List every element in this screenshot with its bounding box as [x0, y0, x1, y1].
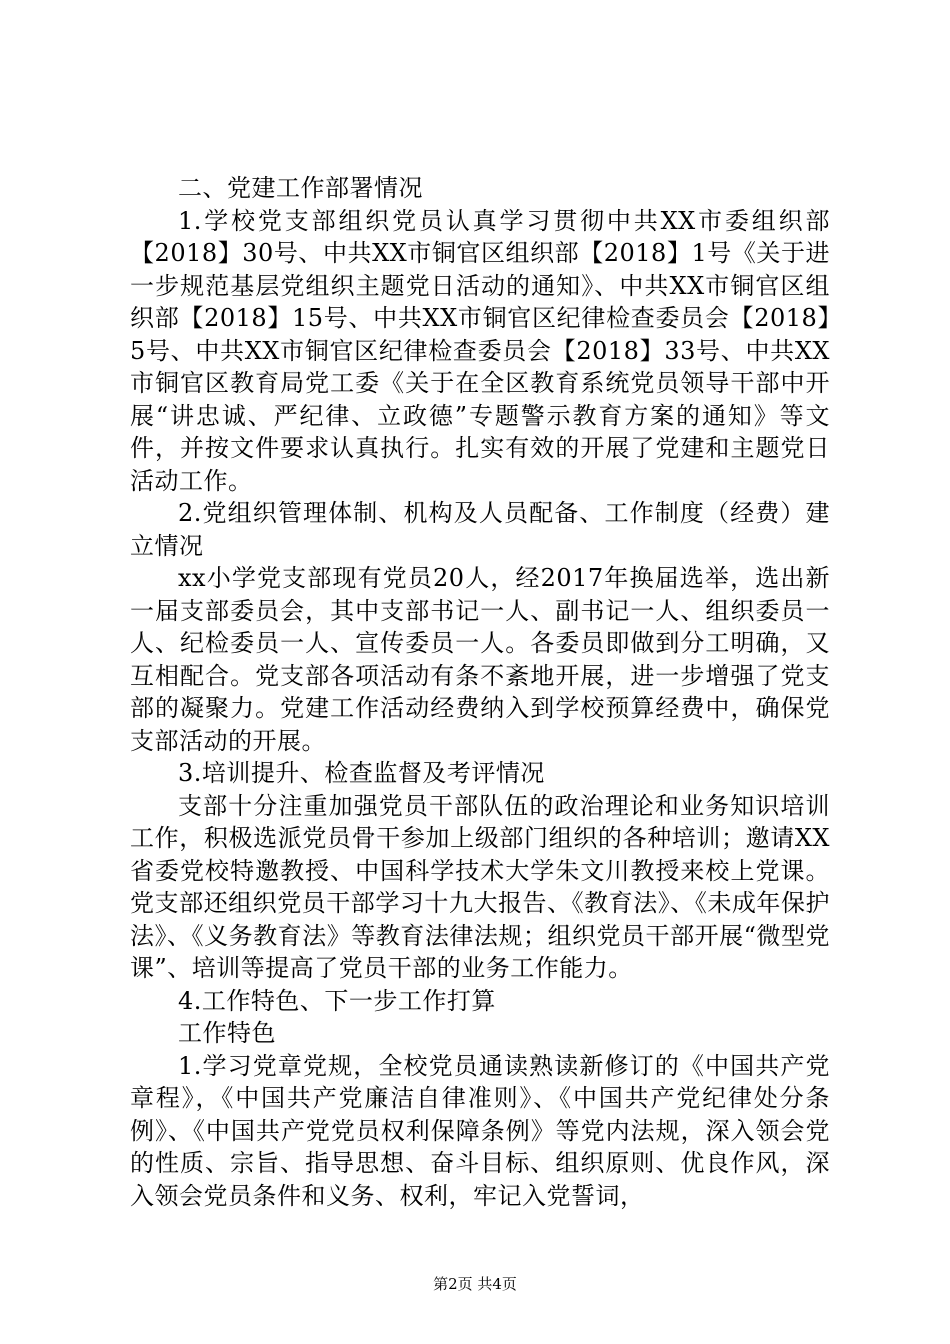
document-body	[130, 172, 830, 1212]
page-number-footer: 第2页 共4页	[433, 1275, 517, 1293]
section-heading-party-building: 二、党建工作部署情况	[178, 174, 423, 202]
paragraph-item-1-study: 1.学校党支部组织党员认真学习贯彻中共XX市委组织部【2018】30号、中共XX市铜官区组织部【2018】1号《关于进一步规范基层党组织主题党日活动的通知》、中共XX市铜官区组织部【2018】15号、中共XX市铜官区纪律检查委员会【2018】5号、中共XX市铜官区纪律检查委员会【2018】33号、中共XX市铜官区教育局党工委《关于在全区教育系统党员领导干部中开展“讲忠诚、严纪律、立政德”专题警示教育方案的通知》等文件，并按文件要求认真执行。扎实有效的开展了党建和主题党日活动工作。	[130, 206, 830, 495]
subheading-training: 3.培训提升、检查监督及考评情况	[178, 759, 545, 787]
subheading-features-label: 工作特色	[178, 1019, 276, 1047]
subheading-management-system: 2.党组织管理体制、机构及人员配备、工作制度（经费）建立情况	[130, 499, 830, 560]
paragraph-training: 支部十分注重加强党员干部队伍的政治理论和业务知识培训工作，积极选派党员骨干参加上级部门组织的各种培训；邀请XX省委党校特邀教授、中国科学技术大学朱文川教授来校上党课。党支部还组织党员干部学习十九大报告、《教育法》、《未成年保护法》、《义务教育法》等教育法律法规；组织党员干部开展“微型党课”、培训等提高了党员干部的业务工作能力。	[130, 791, 830, 982]
paragraph-branch-members: xx小学党支部现有党员20人，经2017年换届选举，选出新一届支部委员会，其中支部书记一人、副书记一人、组织委员一人、纪检委员一人、宣传委员一人。各委员即做到分工明确，又互相配合。党支部各项活动有条不紊地开展，进一步增强了党支部的凝聚力。党建工作活动经费纳入到学校预算经费中，确保党支部活动的开展。	[130, 564, 830, 755]
paragraph-study-party-rules: 1.学习党章党规，全校党员通读熟读新修订的《中国共产党章程》，《中国共产党廉洁自律准则》、《中国共产党纪律处分条例》、《中国共产党党员权利保障条例》等党内法规，深入领会党的性质、宗旨、指导思想、奋斗目标、组织原则、优良作风，深入领会党员条件和义务、权利，牢记入党誓词，	[130, 1051, 830, 1210]
subheading-work-features: 4.工作特色、下一步工作打算	[178, 986, 496, 1015]
